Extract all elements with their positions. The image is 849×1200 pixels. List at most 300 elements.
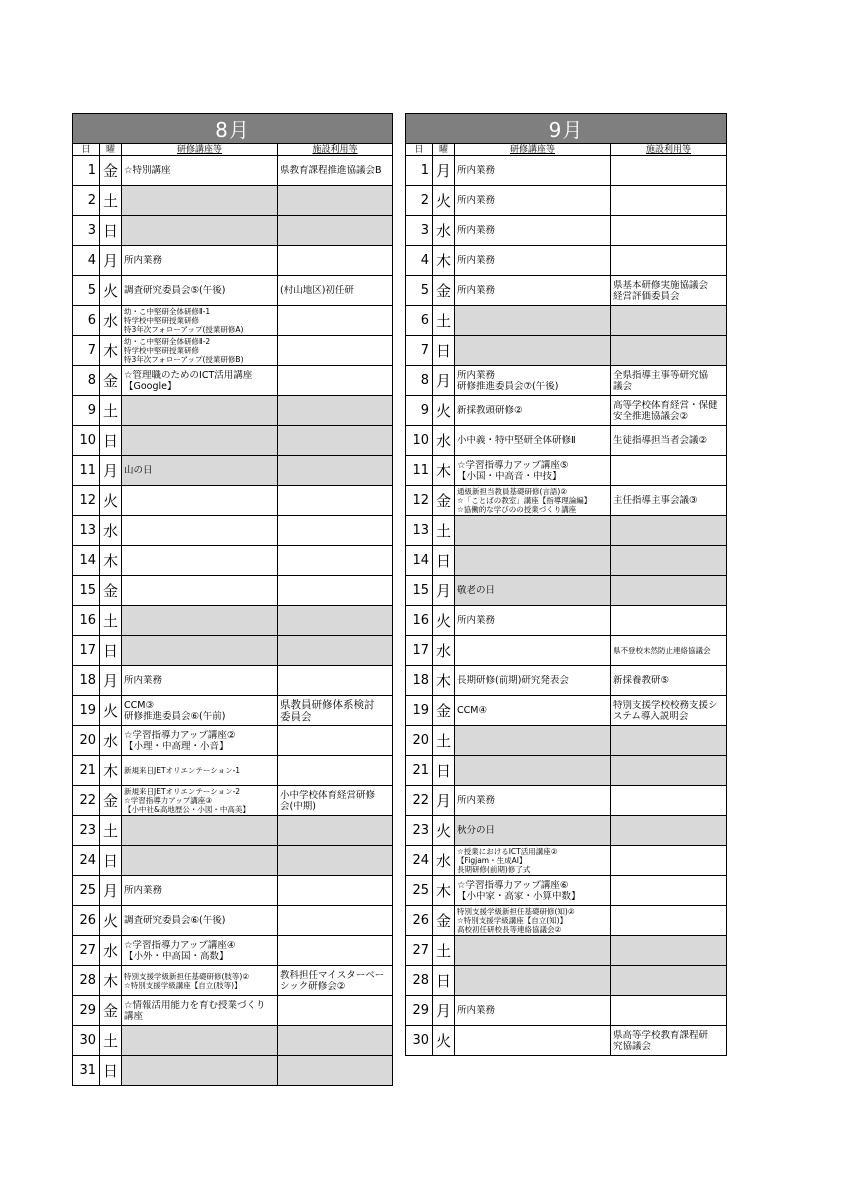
facility-cell [611,396,727,426]
day-number: 16 [406,606,433,636]
day-number: 19 [406,696,433,726]
day-row [406,936,727,966]
facility-cell [611,1026,727,1056]
day-row [406,996,727,1026]
day-row [406,816,727,846]
facility-cell [278,516,393,546]
facility-cell [611,306,727,336]
facility-line: 委員会 [280,710,312,723]
day-number: 3 [73,216,100,246]
course-line: 講座 [124,1010,144,1022]
course-cell [455,906,611,936]
weekday: 月 [100,876,122,906]
facility-cell [278,816,393,846]
facility-cell [278,576,393,606]
day-number: 20 [406,726,433,756]
day-number: 18 [73,666,100,696]
day-row [73,246,393,276]
facility-cell [611,966,727,996]
facility-cell [278,726,393,756]
facility-line: 高等学校体育経営・保健 [613,399,718,411]
day-row [73,456,393,486]
day-number: 1 [73,156,100,186]
weekday: 水 [433,846,455,876]
day-number: 29 [406,996,433,1026]
course-line: 特3年次フォローアップ(授業研修A) [124,325,244,334]
day-row [406,516,727,546]
day-row [406,456,727,486]
course-line: 所内業務 [457,165,496,176]
header-course: 研修講座等 [455,144,611,156]
header-facility: 施設利用等 [611,144,727,156]
facility-line: 会(中期) [280,800,316,812]
course-line: 幼・こ中堅研全体研修Ⅱ-1 [124,307,211,316]
facility-cell [611,936,727,966]
facility-cell [278,186,393,216]
weekday: 水 [433,636,455,666]
course-cell [122,396,278,426]
course-line: ☆授業におけるICT活用講座② [457,847,558,856]
course-line: ☆学習指導力アップ講座③ [124,796,212,805]
weekday: 火 [100,906,122,936]
weekday: 水 [433,426,455,456]
day-number: 24 [73,846,100,876]
day-number: 26 [406,906,433,936]
day-row [406,1026,727,1056]
header-facility: 施設利用等 [278,144,393,156]
course-line: ☆学習指導力アップ講座② [124,729,236,741]
facility-cell [278,426,393,456]
facility-cell [278,966,393,996]
august-calendar [72,113,393,1086]
facility-line: 県高等学校教育課程研 [613,1029,709,1041]
facility-line: 経営評価委員会 [613,290,680,302]
weekday: 金 [433,276,455,306]
day-number: 2 [73,186,100,216]
course-line: 調査研究委員会⑥(午後) [124,915,226,926]
facility-cell [611,786,727,816]
day-row [406,726,727,756]
day-row [406,666,727,696]
course-cell [455,696,611,726]
day-row [73,666,393,696]
weekday: 水 [433,216,455,246]
course-line: 長期研修(前期)修了式 [457,865,531,874]
course-line: 所内業務 [457,285,496,296]
day-row [73,336,393,366]
facility-cell [611,276,727,306]
course-cell [122,876,278,906]
day-row [406,366,727,396]
day-row [406,606,727,636]
course-line: 【Figjam・生成AI】 [457,856,527,865]
course-line: 特別支援学級新担任基礎研修(肢等)② [124,971,250,981]
course-line: 新規来日JETオリエンテーション-1 [124,766,241,775]
facility-cell [611,486,727,516]
day-row [73,486,393,516]
course-cell [122,156,278,186]
facility-cell [611,456,727,486]
course-cell [455,336,611,366]
day-row [73,726,393,756]
course-cell [455,426,611,456]
facility-cell [611,366,727,396]
facility-cell [611,876,727,906]
course-cell [455,216,611,246]
weekday: 土 [433,936,455,966]
course-cell [122,246,278,276]
course-cell [122,606,278,636]
facility-cell [611,246,727,276]
weekday: 水 [100,306,122,336]
day-row [73,816,393,846]
course-cell [122,696,278,726]
day-number: 25 [73,876,100,906]
day-number: 9 [73,396,100,426]
facility-cell [278,846,393,876]
facility-cell [611,636,727,666]
day-number: 5 [73,276,100,306]
day-row [73,276,393,306]
september-calendar [405,113,727,1056]
course-line: 所内業務 [124,885,163,896]
weekday: 日 [100,426,122,456]
header-day: 日 [73,144,100,156]
day-number: 21 [73,756,100,786]
facility-cell [611,546,727,576]
day-row [406,276,727,306]
day-number: 20 [73,726,100,756]
course-cell [122,846,278,876]
facility-cell [278,606,393,636]
day-number: 5 [406,276,433,306]
day-number: 13 [406,516,433,546]
facility-cell [611,426,727,456]
facility-cell [278,306,393,336]
weekday: 水 [100,936,122,966]
day-row [406,906,727,936]
day-row [73,1056,393,1086]
course-cell [455,306,611,336]
course-line: 所内業務 [124,255,163,266]
course-cell [122,486,278,516]
day-row [73,186,393,216]
day-number: 26 [73,906,100,936]
course-line: 特3年次フォローアップ(授業研修B) [124,355,244,364]
day-row [73,756,393,786]
day-number: 27 [73,936,100,966]
facility-cell [278,906,393,936]
day-row [73,546,393,576]
course-cell [455,756,611,786]
weekday: 月 [433,366,455,396]
course-cell [455,516,611,546]
day-row [406,396,727,426]
day-number: 23 [73,816,100,846]
facility-line: 県基本研修実施協議会 [613,279,709,291]
day-row [406,846,727,876]
weekday: 土 [100,396,122,426]
weekday: 木 [100,546,122,576]
weekday: 火 [433,1026,455,1056]
course-line: 小中義・特中堅研全体研修Ⅱ [457,435,576,446]
course-line: 幼・こ中堅研全体研修Ⅱ-2 [124,337,211,346]
course-line: ☆管理職のためのICT活用講座 [124,369,253,381]
course-line: ☆協働的な学びのの授業づくり講座 [457,505,577,514]
facility-cell [278,996,393,1026]
course-line: 新採教頭研修② [457,405,523,416]
facility-line: 安全推進協議会② [613,410,689,422]
course-cell [122,636,278,666]
facility-cell [278,156,393,186]
course-line: CCM③ [124,699,154,711]
facility-line: 全県指導主事等研究協 [613,369,709,381]
day-row [73,516,393,546]
course-line: ☆「ことばの教室」講座【指導理論編】 [457,496,592,505]
weekday: 水 [100,516,122,546]
day-row [406,186,727,216]
course-line: 特学校中堅研授業研修 [124,346,199,355]
weekday: 土 [433,516,455,546]
facility-cell [278,246,393,276]
course-cell [455,996,611,1026]
course-cell [455,786,611,816]
facility-cell [278,456,393,486]
day-row [73,396,393,426]
facility-cell [611,816,727,846]
course-line: 調査研究委員会⑤(午後) [124,285,226,296]
course-cell [455,546,611,576]
weekday: 月 [433,996,455,1026]
facility-cell [611,216,727,246]
facility-cell [278,756,393,786]
weekday: 木 [433,246,455,276]
course-line: CCM④ [457,705,487,716]
course-cell [455,636,611,666]
course-cell [455,156,611,186]
course-line: 【小中社&高地歴公・小図・中高美】 [124,805,250,814]
course-cell [455,276,611,306]
weekday: 火 [433,816,455,846]
day-row [73,846,393,876]
course-cell [122,186,278,216]
facility-line: 県不登校未然防止連絡協議会 [613,646,711,655]
facility-cell [611,156,727,186]
day-row [406,246,727,276]
facility-cell [611,726,727,756]
day-number: 12 [406,486,433,516]
day-number: 11 [406,456,433,486]
weekday: 土 [100,816,122,846]
day-number: 25 [406,876,433,906]
course-line: 敬老の日 [457,585,496,596]
weekday: 日 [100,636,122,666]
month-title: 8月 [73,114,393,144]
day-row [73,576,393,606]
day-row [73,696,393,726]
day-number: 30 [73,1026,100,1056]
day-number: 15 [406,576,433,606]
weekday: 火 [100,276,122,306]
weekday: 土 [100,606,122,636]
facility-cell [611,606,727,636]
course-cell [455,606,611,636]
facility-line: シック研修会② [280,980,346,992]
day-number: 18 [406,666,433,696]
day-number: 14 [406,546,433,576]
month-title: 9月 [406,114,727,144]
course-cell [122,366,278,396]
course-cell [455,876,611,906]
day-number: 15 [73,576,100,606]
course-cell [122,216,278,246]
course-line: 【Google】 [124,380,177,392]
day-number: 4 [73,246,100,276]
course-cell [455,726,611,756]
weekday: 木 [433,456,455,486]
day-row [406,696,727,726]
day-number: 16 [73,606,100,636]
facility-cell [278,1026,393,1056]
course-cell [122,546,278,576]
facility-line: 主任指導主事会議③ [613,495,698,506]
facility-cell [278,486,393,516]
day-row [73,1026,393,1056]
day-number: 30 [406,1026,433,1056]
facility-cell [278,696,393,726]
course-cell [455,846,611,876]
course-cell [122,666,278,696]
day-number: 6 [406,306,433,336]
day-row [73,786,393,816]
course-line: 高校初任研校長等連絡協議会② [457,925,562,934]
facility-line: 教科担任マイスターベー [280,969,385,981]
weekday: 金 [100,786,122,816]
day-number: 19 [73,696,100,726]
day-row [73,936,393,966]
day-number: 27 [406,936,433,966]
facility-line: 県教育課程推進協議会B [280,165,382,176]
facility-cell [611,576,727,606]
course-line: ☆情報活用能力を育む授業づくり [124,999,266,1011]
course-cell [122,786,278,816]
course-cell [122,906,278,936]
weekday: 日 [100,1056,122,1086]
course-cell [122,576,278,606]
course-line: 特学校中堅研授業研修 [124,316,199,325]
day-row [406,756,727,786]
facility-cell [611,696,727,726]
day-number: 12 [73,486,100,516]
header-course: 研修講座等 [122,144,278,156]
weekday: 土 [433,306,455,336]
day-number: 14 [73,546,100,576]
course-line: ☆学習指導力アップ講座⑥ [457,879,569,891]
course-line: ☆特別講座 [124,165,171,176]
weekday: 火 [100,486,122,516]
facility-cell [278,936,393,966]
day-row [406,306,727,336]
day-row [406,786,727,816]
weekday: 金 [433,486,455,516]
day-number: 11 [73,456,100,486]
day-number: 10 [73,426,100,456]
day-number: 17 [406,636,433,666]
course-line: 所内業務 [457,255,496,266]
facility-line: 特別支援学校校務支援シ [613,699,718,711]
day-row [406,876,727,906]
facility-cell [278,366,393,396]
facility-line: 県教員研修体系検討 [280,698,375,711]
facility-cell [611,906,727,936]
facility-line: (村山地区)初任研 [280,285,354,296]
course-cell [122,456,278,486]
course-cell [455,486,611,516]
day-row [406,966,727,996]
weekday: 月 [100,666,122,696]
course-line: 所内業務 [457,1005,496,1016]
weekday: 日 [100,216,122,246]
day-row [73,156,393,186]
course-cell [122,426,278,456]
course-line: 所内業務 [457,615,496,626]
facility-cell [278,1056,393,1086]
weekday: 金 [433,696,455,726]
facility-line: 生徒指導担当者会議② [613,435,708,446]
day-number: 4 [406,246,433,276]
facility-cell [611,996,727,1026]
weekday: 月 [433,786,455,816]
course-line: 研修推進委員会⑥(午前) [124,710,226,722]
day-number: 7 [73,336,100,366]
weekday: 金 [100,576,122,606]
course-cell [455,666,611,696]
day-row [73,606,393,636]
day-number: 7 [406,336,433,366]
course-line: 長期研修(前期)研究発表会 [457,675,569,686]
course-cell [122,816,278,846]
weekday: 日 [433,546,455,576]
day-row [73,366,393,396]
weekday: 月 [100,456,122,486]
course-line: 【小国・中高音・中技】 [457,470,562,482]
weekday: 水 [100,726,122,756]
day-number: 1 [406,156,433,186]
weekday: 金 [433,906,455,936]
course-cell [122,936,278,966]
facility-cell [611,186,727,216]
course-cell [122,516,278,546]
weekday: 木 [100,756,122,786]
course-line: ☆特別支援学級講座【自立(知)】 [457,916,568,925]
day-row [406,156,727,186]
course-line: 【小中家・高家・小算中数】 [457,890,581,902]
facility-line: 小中学校体育経営研修 [280,789,376,801]
weekday: 火 [433,396,455,426]
course-line: 通級新担当教員基礎研修(言語)② [457,487,568,496]
course-cell [455,1026,611,1056]
course-cell [122,966,278,996]
day-number: 3 [406,216,433,246]
day-number: 22 [73,786,100,816]
course-line: ☆学習指導力アップ講座⑤ [457,459,569,471]
course-cell [122,336,278,366]
weekday: 日 [433,336,455,366]
weekday: 金 [100,366,122,396]
weekday: 火 [433,606,455,636]
weekday: 木 [433,666,455,696]
weekday: 月 [433,576,455,606]
